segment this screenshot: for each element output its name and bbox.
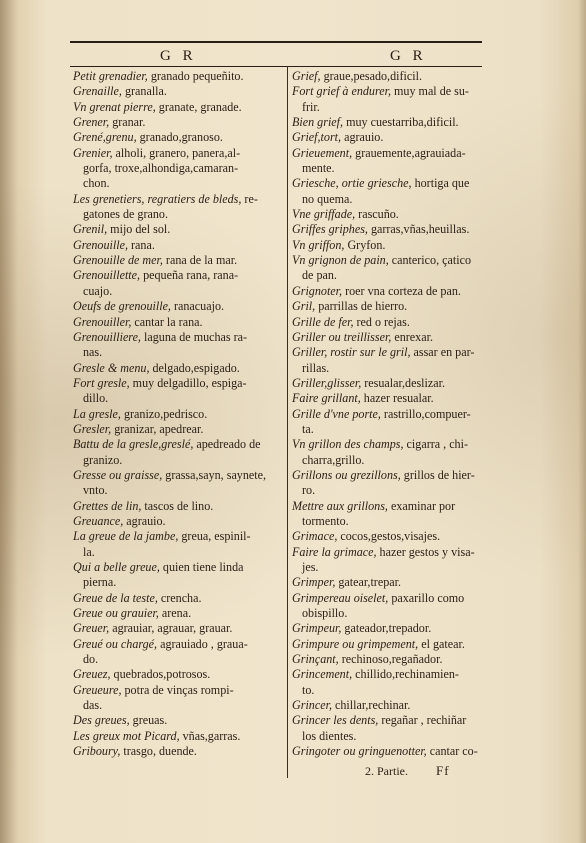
entry-headword: La gresle, <box>73 406 121 421</box>
entry-headword: Fort gresle, <box>73 375 130 390</box>
dictionary-entry <box>73 667 283 682</box>
dictionary-entry <box>73 744 283 759</box>
entry-translation: ranacuajo. <box>170 299 225 314</box>
dictionary-entry <box>292 529 482 544</box>
entry-headword: Grillons ou grezillons, <box>292 467 401 482</box>
page-edge-shadow <box>578 0 586 843</box>
entry-headword: Gresle & menu, <box>73 360 150 375</box>
entry-continuation: nas. <box>83 345 103 360</box>
entry-translation: agrauio. <box>123 513 166 528</box>
entry-headword: Grimper, <box>292 575 336 590</box>
dictionary-entry <box>73 376 283 407</box>
dictionary-entry <box>73 192 283 223</box>
dictionary-entry <box>73 683 283 714</box>
entry-headword: Grené,grenu, <box>73 130 137 145</box>
entry-translation: el gatear. <box>418 636 465 651</box>
dictionary-entry <box>292 207 482 222</box>
entry-headword: Faire grillant, <box>292 391 361 406</box>
entry-translation: delgado,espigado. <box>149 360 240 375</box>
entry-continuation: granizo. <box>83 452 123 467</box>
entry-headword: Grimpereau oiselet, <box>292 590 389 605</box>
entry-translation: rastrillo,compuer- <box>380 406 471 421</box>
entry-translation: rechinoso,regañador. <box>338 652 443 667</box>
entry-translation: vñas,garras. <box>179 728 241 743</box>
entry-continuation: chon. <box>83 176 110 191</box>
dictionary-entry <box>73 115 283 130</box>
dictionary-entry <box>73 437 283 468</box>
dictionary-entry <box>73 69 283 84</box>
entry-translation: trasgo, duende. <box>120 744 197 759</box>
dictionary-entry <box>292 69 482 84</box>
entry-headword: Griller ou treillisser, <box>292 329 392 344</box>
entry-translation: crencha. <box>157 590 202 605</box>
entry-headword: Grief, <box>292 69 321 83</box>
entry-translation: potra de vinças rompi- <box>121 682 234 697</box>
entry-continuation: to. <box>302 682 315 697</box>
entry-headword: Battu de la gresle,greslé, <box>73 437 194 452</box>
entry-continuation: gorfa, troxe,alhondiga,camaran- <box>83 161 239 176</box>
entry-headword: Fort grief à endurer, <box>292 84 391 99</box>
dictionary-entry <box>292 84 482 115</box>
dictionary-entry <box>73 268 283 299</box>
dictionary-entry <box>73 514 283 529</box>
entry-translation: rana. <box>127 237 155 252</box>
dictionary-entry <box>73 606 283 621</box>
dictionary-entry <box>292 744 482 759</box>
entry-translation: pequeña rana, rana- <box>140 268 239 283</box>
dictionary-entry <box>292 238 482 253</box>
entry-translation: mijo del sol. <box>107 222 171 237</box>
entry-headword: Vn grenat pierre, <box>73 99 156 114</box>
dictionary-entry <box>292 468 482 499</box>
entry-translation: quebrados,potrosos. <box>110 667 211 682</box>
dictionary-entry <box>73 713 283 728</box>
entry-continuation: cuajo. <box>83 283 113 298</box>
entry-headword: Vn griffon, <box>292 237 345 252</box>
dictionary-entry <box>292 652 482 667</box>
entry-headword: Gresler, <box>73 421 112 436</box>
entry-translation: cantar co- <box>426 744 478 759</box>
entry-translation: greuas. <box>129 713 168 728</box>
entry-translation: apedreado de <box>193 437 261 452</box>
left-column <box>73 69 283 759</box>
entry-translation: cocos,gestos,visajes. <box>337 529 441 544</box>
entry-headword: Grenil, <box>73 222 108 237</box>
dictionary-entry <box>292 222 482 237</box>
entry-headword: Grinçant, <box>292 652 339 667</box>
entry-translation: arena. <box>158 606 192 621</box>
entry-headword: Grincer, <box>292 698 332 713</box>
entry-headword: Vn grignon de pain, <box>292 253 389 268</box>
dictionary-entry <box>292 376 482 391</box>
entry-headword: Bien grief, <box>292 115 344 130</box>
dictionary-entry <box>73 560 283 591</box>
part-label: 2. Partie. <box>365 764 408 778</box>
entry-translation: regañar , rechiñar <box>378 713 467 728</box>
entry-headword: Grenouille, <box>73 237 128 252</box>
entry-headword: Gringoter ou gringuenotter, <box>292 744 427 759</box>
entry-continuation: dillo. <box>83 391 109 406</box>
entry-headword: Faire la grimace, <box>292 544 377 559</box>
entry-headword: Griesche, ortie griesche, <box>292 176 412 191</box>
entry-headword: Vn grillon des champs, <box>292 437 404 452</box>
entry-headword: Griller, rostir sur le gril, <box>292 345 411 360</box>
entry-continuation: los dientes. <box>302 728 357 743</box>
entry-headword: Greuance, <box>73 513 124 528</box>
dictionary-entry <box>292 391 482 406</box>
running-header <box>70 48 482 64</box>
entry-headword: Greuez, <box>73 667 111 682</box>
dictionary-entry <box>292 130 482 145</box>
entry-translation: grauemente,agrauiada- <box>352 145 466 160</box>
header-rule-top <box>70 41 482 43</box>
dictionary-entry <box>73 315 283 330</box>
entry-translation: red o rejas. <box>353 314 410 329</box>
entry-continuation: no quema. <box>302 191 353 206</box>
dictionary-entry <box>73 468 283 499</box>
entry-translation: gatear,trepar. <box>335 575 401 590</box>
dictionary-entry <box>292 698 482 713</box>
entry-headword: Gril, <box>292 299 316 314</box>
dictionary-entry <box>73 637 283 668</box>
entry-translation: cantar la rana. <box>131 314 203 329</box>
entry-translation: granalla. <box>121 84 167 99</box>
entry-headword: Mettre aux grillons, <box>292 498 388 513</box>
entry-headword: Grenier, <box>73 145 113 160</box>
dictionary-entry <box>73 130 283 145</box>
entry-translation: tascos de lino. <box>141 498 214 513</box>
dictionary-entry <box>73 407 283 422</box>
entry-translation: granado,granoso. <box>136 130 223 145</box>
entry-headword: Les grenetiers, regratiers de bleds, <box>73 191 242 206</box>
entry-translation: cigarra , chi- <box>403 437 468 452</box>
dictionary-entry <box>73 299 283 314</box>
entry-headword: Greuer, <box>73 621 110 636</box>
dictionary-entry <box>73 222 283 237</box>
entry-continuation: vnto. <box>83 483 108 498</box>
entry-headword: Petit grenadier, <box>73 69 148 83</box>
entry-translation: muy cuestarriba,dificil. <box>343 115 459 130</box>
entry-headword: Greueure, <box>73 682 122 697</box>
dictionary-entry <box>292 621 482 636</box>
entry-headword: Gresse ou graisse, <box>73 467 163 482</box>
dictionary-entry <box>292 667 482 698</box>
entry-translation: agrauiar, agrauar, grauar. <box>109 621 233 636</box>
entry-continuation: pierna. <box>83 575 117 590</box>
dictionary-entry <box>292 575 482 590</box>
entry-translation: greua, espinil- <box>178 529 251 544</box>
dictionary-entry <box>73 422 283 437</box>
entry-translation: assar en par- <box>410 345 475 360</box>
entry-translation: rana de la mar. <box>162 253 238 268</box>
entry-headword: Grincement, <box>292 667 353 682</box>
entry-translation: chillar,rechinar. <box>331 698 411 713</box>
entry-translation: hortiga que <box>411 176 470 191</box>
dictionary-entry <box>292 253 482 284</box>
entry-translation: granar. <box>109 115 146 130</box>
entry-continuation: tormento. <box>302 513 349 528</box>
entry-translation: graue,pesado,dificil. <box>320 69 422 83</box>
entry-headword: Grille d'vne porte, <box>292 406 381 421</box>
dictionary-entry <box>292 637 482 652</box>
entry-translation: resualar,deslizar. <box>361 375 446 390</box>
dictionary-entry <box>73 100 283 115</box>
entry-continuation: das. <box>83 698 103 713</box>
right-column <box>292 69 482 759</box>
signature-mark: Ff <box>436 763 450 778</box>
dictionary-entry <box>73 499 283 514</box>
entry-translation: hazer resualar. <box>360 391 434 406</box>
entry-translation: Gryfon. <box>344 237 386 252</box>
entry-translation: garras,vñas,heuillas. <box>367 222 470 237</box>
entry-translation: agrauio. <box>341 130 384 145</box>
dictionary-entry <box>73 176 283 191</box>
entry-translation: agrauiado , graua- <box>157 636 248 651</box>
entry-headword: Grignoter, <box>292 283 343 298</box>
entry-headword: Les greux mot Picard, <box>73 728 180 743</box>
entry-translation: paxarillo como <box>388 590 465 605</box>
entry-translation: parrillas de hierro. <box>315 299 408 314</box>
dictionary-entry <box>292 407 482 438</box>
dictionary-entry <box>73 361 283 376</box>
dictionary-entry <box>292 499 482 530</box>
entry-headword: Grenaille, <box>73 84 122 99</box>
entry-translation: grillos de hier- <box>400 467 475 482</box>
dictionary-entry <box>73 729 283 744</box>
dictionary-entry <box>292 330 482 345</box>
entry-translation: canterico, çatico <box>388 253 472 268</box>
entry-headword: Grenouillette, <box>73 268 141 283</box>
entry-translation: grassa,sayn, saynete, <box>162 467 267 482</box>
dictionary-entry <box>292 591 482 622</box>
entry-continuation: frir. <box>302 99 320 114</box>
entry-headword: Grenouiller, <box>73 314 132 329</box>
dictionary-entry <box>292 345 482 376</box>
dictionary-entry <box>73 146 283 177</box>
entry-headword: Grenouille de mer, <box>73 253 163 268</box>
running-header-left: G R <box>160 48 197 64</box>
entry-headword: Grille de fer, <box>292 314 354 329</box>
entry-translation: alholi, granero, panera,al- <box>112 145 241 160</box>
entry-translation: quien tiene linda <box>159 560 244 574</box>
entry-translation: chillido,rechinamien- <box>352 667 459 682</box>
dictionary-entry <box>73 591 283 606</box>
entry-headword: Oeufs de grenouille, <box>73 299 171 314</box>
entry-translation: hazer gestos y visa- <box>376 544 475 559</box>
entry-translation: gateador,trepador. <box>341 621 432 636</box>
entry-translation: granado pequeñito. <box>147 69 244 83</box>
dictionary-entry <box>292 315 482 330</box>
entry-headword: Grief,tort, <box>292 130 342 145</box>
entry-headword: Grieuement, <box>292 145 353 160</box>
entry-headword: Greue ou grauier, <box>73 606 159 621</box>
entry-translation: granizo,pedrisco. <box>120 406 208 421</box>
entry-headword: Griboury, <box>73 744 121 759</box>
dictionary-entry <box>292 299 482 314</box>
entry-headword: Griller,glisser, <box>292 375 362 390</box>
entry-headword: Grimpeur, <box>292 621 342 636</box>
entry-headword: Qui a belle greue, <box>73 560 160 574</box>
entry-translation: granizar, apedrear. <box>111 421 204 436</box>
dictionary-entry <box>73 238 283 253</box>
entry-headword: Grener, <box>73 115 110 130</box>
dictionary-entry <box>292 284 482 299</box>
entry-continuation: obispillo. <box>302 606 348 621</box>
entry-headword: Grenouilliere, <box>73 329 141 344</box>
entry-continuation: ta. <box>302 421 314 436</box>
entry-continuation: la. <box>83 544 95 559</box>
entry-continuation: charra,grillo. <box>302 452 365 467</box>
entry-translation: muy mal de su- <box>390 84 469 99</box>
entry-translation: laguna de muchas ra- <box>140 329 248 344</box>
entry-continuation: ro. <box>302 483 316 498</box>
entry-translation: examinar por <box>387 498 456 513</box>
header-rule-bottom <box>70 66 482 67</box>
dictionary-entry <box>292 545 482 576</box>
running-header-right: G R <box>390 48 427 64</box>
entry-translation: muy delgadillo, espiga- <box>129 375 247 390</box>
dictionary-entry <box>73 330 283 361</box>
entry-translation: re- <box>241 191 258 206</box>
entry-continuation: de pan. <box>302 268 337 283</box>
entry-headword: Griffes griphes, <box>292 222 368 237</box>
dictionary-entry <box>73 529 283 560</box>
entry-headword: Grimpure ou grimpement, <box>292 636 419 651</box>
dictionary-entry <box>73 621 283 636</box>
entry-headword: Greue de la teste, <box>73 590 158 605</box>
entry-continuation: do. <box>83 652 99 667</box>
entry-headword: Greué ou chargé, <box>73 636 158 651</box>
column-divider <box>287 66 288 778</box>
entry-translation: rascuño. <box>355 207 399 222</box>
entry-headword: La greue de la jambe, <box>73 529 179 544</box>
entry-headword: Des greues, <box>73 713 130 728</box>
dictionary-entry <box>292 176 482 207</box>
page-gutter-shadow <box>0 0 18 843</box>
entry-continuation: rillas. <box>302 360 330 375</box>
entry-continuation: gatones de grano. <box>83 207 168 222</box>
dictionary-entry <box>292 146 482 177</box>
entry-continuation: jes. <box>302 560 319 574</box>
entry-continuation: mente. <box>302 161 335 176</box>
dictionary-entry <box>292 437 482 468</box>
entry-translation: roer vna corteza de pan. <box>342 283 461 298</box>
dictionary-entry <box>73 84 283 99</box>
entry-headword: Grettes de lin, <box>73 498 142 513</box>
page-footer <box>365 763 450 779</box>
dictionary-entry <box>292 713 482 744</box>
entry-translation: enrexar. <box>391 329 433 344</box>
entry-headword: Grincer les dents, <box>292 713 379 728</box>
dictionary-entry <box>292 115 482 130</box>
entry-translation: granate, granade. <box>155 99 242 114</box>
dictionary-entry <box>73 253 283 268</box>
entry-headword: Vne griffade, <box>292 207 356 222</box>
entry-headword: Grimace, <box>292 529 338 544</box>
